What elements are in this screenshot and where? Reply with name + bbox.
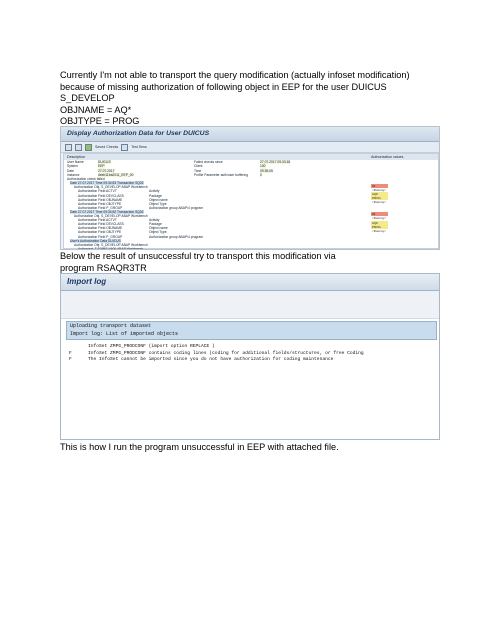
import-log-lines: [66, 344, 436, 364]
tree-node-description: Object Type: [149, 230, 167, 235]
log-mark: F: [69, 357, 72, 363]
tree-node-label: Authorization Field P_GROUP: [78, 205, 123, 210]
intro-line: OBJNAME = AQ*: [60, 104, 132, 115]
authorization-tree: [63, 153, 439, 249]
info-key: User Name: [67, 160, 84, 164]
tree-node-label: Authorization Field OBJTYPE: [78, 230, 122, 235]
back-icon[interactable]: [65, 144, 72, 151]
tree-node-label: Date 27.07.2017 Time 09:34:52 Transaction SQ02: [70, 209, 144, 214]
tree-node-description: Activity: [149, 218, 160, 223]
header-values: Authorization values: [371, 155, 404, 159]
tree-node-label: Authorization Field OBJNAME: [78, 197, 123, 202]
info-value: DUICUS: [98, 160, 111, 164]
intro-paragraph: [60, 70, 440, 128]
intro-line: Currently I'm not able to transport the query modification (actually infoset modification): [60, 70, 410, 80]
between-line: Below the result of unsuccessful try to transport this modification via: [60, 251, 336, 261]
between-paragraph: [60, 251, 440, 274]
header-description: Description: [67, 155, 85, 159]
tree-node-description: Authorization group ABAP/4 program: [149, 234, 204, 239]
info-value: 27.07.2017 09:33:18: [260, 160, 291, 164]
closing-line: This is how I run the program unsuccessful in EEP with attached file.: [60, 442, 339, 452]
log-line: [66, 344, 436, 351]
tree-node-description: Object name: [149, 226, 168, 231]
panel-line: Import log: List of imported objects: [70, 331, 179, 337]
authorization-value: <Dummy>: [371, 188, 388, 192]
tree-node-description: Authorization group ABAP/4 program: [149, 205, 204, 210]
tree-node[interactable]: [64, 247, 438, 250]
tree-node-label: Authorization Field DEVCLASS: [78, 193, 124, 198]
info-value: 0: [260, 172, 262, 177]
info-key: Client: [194, 164, 203, 169]
tree-node-label: Authorization Field ACTVT: [78, 218, 117, 223]
authorization-value: <Dummy>: [371, 229, 388, 233]
tree-node-label: Authorization Obj. S_DEVELOP ABAP Workbench: [74, 185, 148, 190]
info-key: System: [67, 164, 78, 169]
tree-node-label: Authorization Field DEVCLASS: [78, 222, 124, 227]
test-icon[interactable]: [121, 144, 128, 151]
tree-node-description: Object name: [149, 197, 168, 202]
tree-node-label: User's Authorization Data DUICUS: [70, 238, 121, 243]
tree-node-description: Activity: [149, 189, 160, 194]
authorization-value: <Dummy>: [371, 200, 388, 204]
tree-node-description: Package: [149, 193, 162, 198]
screenshot-toolbar: [61, 142, 439, 153]
authorization-value: <Dummy>: [371, 216, 388, 220]
log-text: InfoSet ZMPG_PRODCONF (import option REPLACE ): [88, 344, 215, 349]
screenshot-title: Display Authorization Data for User DUICUS: [61, 127, 439, 142]
import-log-screenshot: [60, 273, 440, 440]
log-line: [66, 357, 436, 364]
tree-node-label: Authorization Field P_GROUP: [78, 234, 123, 239]
info-value: 100: [260, 164, 266, 169]
log-text: InfoSet ZMPG_PRODCONF contains coding lines (coding for additional fields/structures, or free Coding: [88, 350, 364, 356]
saved-checks-button[interactable]: Saved Checks: [95, 145, 119, 149]
intro-line: S_DEVELOP: [60, 93, 115, 104]
import-log-toolbar: [61, 291, 439, 319]
tree-node-label: Authorization Obj. S_DEVELOP ABAP Workbench: [74, 242, 148, 247]
info-key: Time: [194, 168, 202, 173]
tree-node-label: Authorization Field OBJTYPE: [78, 201, 122, 206]
between-line: program RSAQR3TR: [60, 262, 147, 273]
saved-checks-icon[interactable]: [85, 144, 92, 151]
test-sess-button[interactable]: Test Sess: [131, 145, 147, 149]
authorization-value: AQF: [371, 192, 388, 196]
info-value: 27.07.2017: [98, 168, 115, 173]
import-log-panel: [66, 321, 437, 340]
info-key: Instance: [67, 172, 80, 177]
authorization-value: AQF: [371, 221, 388, 225]
tree-node-label: Authorizat. T-E095014600 ABAP Workbench: [78, 246, 144, 250]
info-key: Date: [67, 168, 74, 173]
intro-line: because of missing authorization of following object in EEP for the user DUICUS: [60, 81, 387, 92]
info-value: 09:35:05: [260, 168, 273, 173]
tree-node-label: Authorization check failed: [67, 177, 105, 182]
authorization-screenshot: [60, 126, 440, 250]
intro-line: OBJTYPE = PROG: [60, 116, 140, 127]
log-mark: F: [69, 350, 72, 356]
log-text: The InfoSet cannot be imported since you do not have authorization for coding maintenance: [88, 357, 334, 363]
import-log-empty-area: [61, 370, 439, 439]
tree-node-label: Authorization Field OBJNAME: [78, 226, 123, 231]
import-log-title: Import log: [61, 274, 439, 291]
tree-node-label: Date 27.07.2017 Time 09:34:53 Transaction SQ02: [70, 181, 144, 186]
tree-node-description: Package: [149, 222, 162, 227]
tree-node-label: Authorization Field ACTVT: [78, 189, 117, 194]
info-value: deeb11ba2011_EEP_00: [98, 172, 134, 177]
authorization-value: 03: [371, 184, 388, 188]
panel-line: Uploading transport dataset: [70, 323, 152, 329]
info-key: Profile Parameter auth/user buffering: [194, 172, 249, 177]
tree-node-description: Object Type: [149, 201, 167, 206]
authorization-value: PROG: [371, 196, 388, 200]
info-value: EEP: [98, 164, 105, 169]
tree-node-label: Authorization Obj. S_DEVELOP ABAP Workbench: [74, 214, 148, 219]
authorization-value: PROG: [371, 225, 388, 229]
closing-paragraph: [60, 442, 440, 454]
info-key: Failed checks since: [194, 160, 223, 164]
authorization-value: 03: [371, 212, 388, 216]
filter-icon[interactable]: [75, 144, 82, 151]
